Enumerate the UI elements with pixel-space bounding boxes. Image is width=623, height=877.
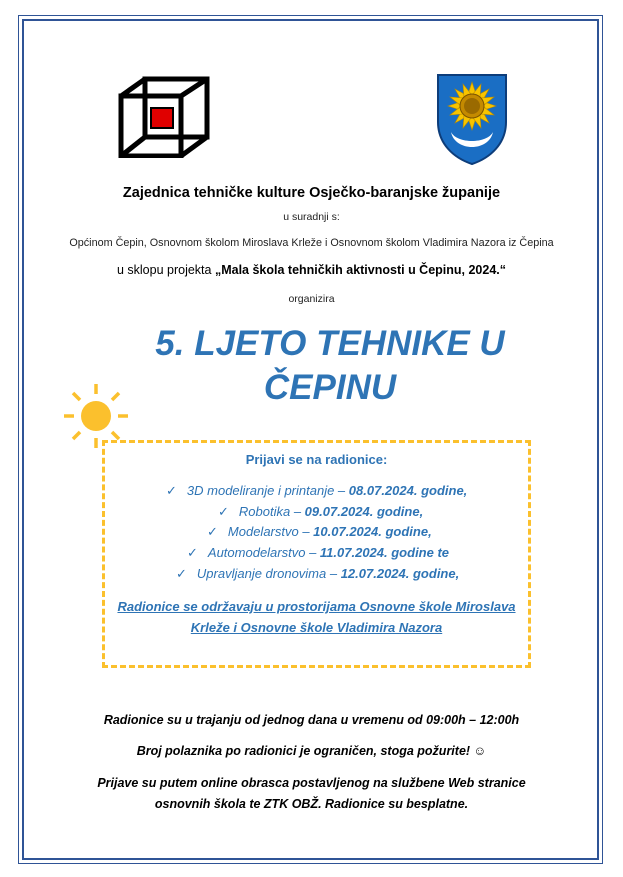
project-name: „Mala škola tehničkih aktivnosti u Čepinu, 2024.“ [214, 263, 507, 277]
workshop-item [207, 524, 432, 540]
signup-note-line-1: Prijave su putem online obrasca postavljenog na službene Web stranice [97, 776, 526, 790]
project-line [0, 263, 623, 277]
signup-note-line-2: osnovnih škola te ZTK OBŽ. Radionice su besplatne. [154, 797, 469, 811]
check-icon: ✓ [187, 545, 198, 560]
location-link[interactable] [102, 596, 531, 638]
workshop-item [176, 566, 459, 582]
check-icon: ✓ [176, 566, 187, 581]
check-icon: ✓ [218, 504, 229, 519]
workshop-date: 08.07.2024. godine, [348, 483, 468, 498]
check-icon: ✓ [207, 524, 218, 539]
workshop-item [166, 483, 467, 499]
workshop-item [187, 545, 449, 561]
organization-title: Zajednica tehničke kulture Osječko-baranjske županije [122, 185, 501, 201]
workshop-date: 09.07.2024. godine, [304, 504, 424, 519]
workshop-date: 11.07.2024. godine te [319, 545, 450, 560]
signup-note [0, 773, 623, 815]
event-headline [90, 322, 570, 410]
limit-note: Broj polaznika po radionici je ograničen, stoga požurite! ☺ [136, 744, 487, 758]
organizes-label: organizira [288, 293, 335, 305]
duration-note: Radionice su u trajanju od jednog dana u vremenu od 09:00h – 12:00h [103, 713, 520, 727]
location-line-1: Radionice se održavaju u prostorijama Osnovne škole Miroslava [117, 599, 516, 614]
workshop-name: Modelarstvo – [227, 524, 314, 539]
workshop-name: Robotika – [238, 504, 305, 519]
workshop-name: Automodelarstvo – [207, 545, 320, 560]
coat-of-arms-icon [435, 72, 509, 166]
workshop-date: 12.07.2024. godine, [340, 566, 460, 581]
project-prefix: u sklopu projekta [116, 263, 215, 277]
workshop-date: 10.07.2024. godine, [313, 524, 432, 539]
collaboration-label: u suradnji s: [283, 211, 340, 223]
workshop-item [218, 504, 423, 520]
workshop-name: Upravljanje dronovima – [196, 566, 341, 581]
workshops-title: Prijavi se na radionice: [245, 452, 388, 467]
cube-logo-icon [118, 76, 210, 158]
check-icon: ✓ [166, 483, 177, 498]
headline-line-1: 5. LJETO TEHNIKE U [155, 324, 505, 363]
partners-line: Općinom Čepin, Osnovnom školom Miroslava Krleže i Osnovnom školom Vladimira Nazora iz Čepina [69, 237, 554, 249]
headline-line-2: ČEPINU [263, 368, 397, 407]
location-line-2: Krleže i Osnovne škole Vladimira Nazora [190, 620, 443, 635]
workshop-name: 3D modeliranje i printanje – [186, 483, 349, 498]
